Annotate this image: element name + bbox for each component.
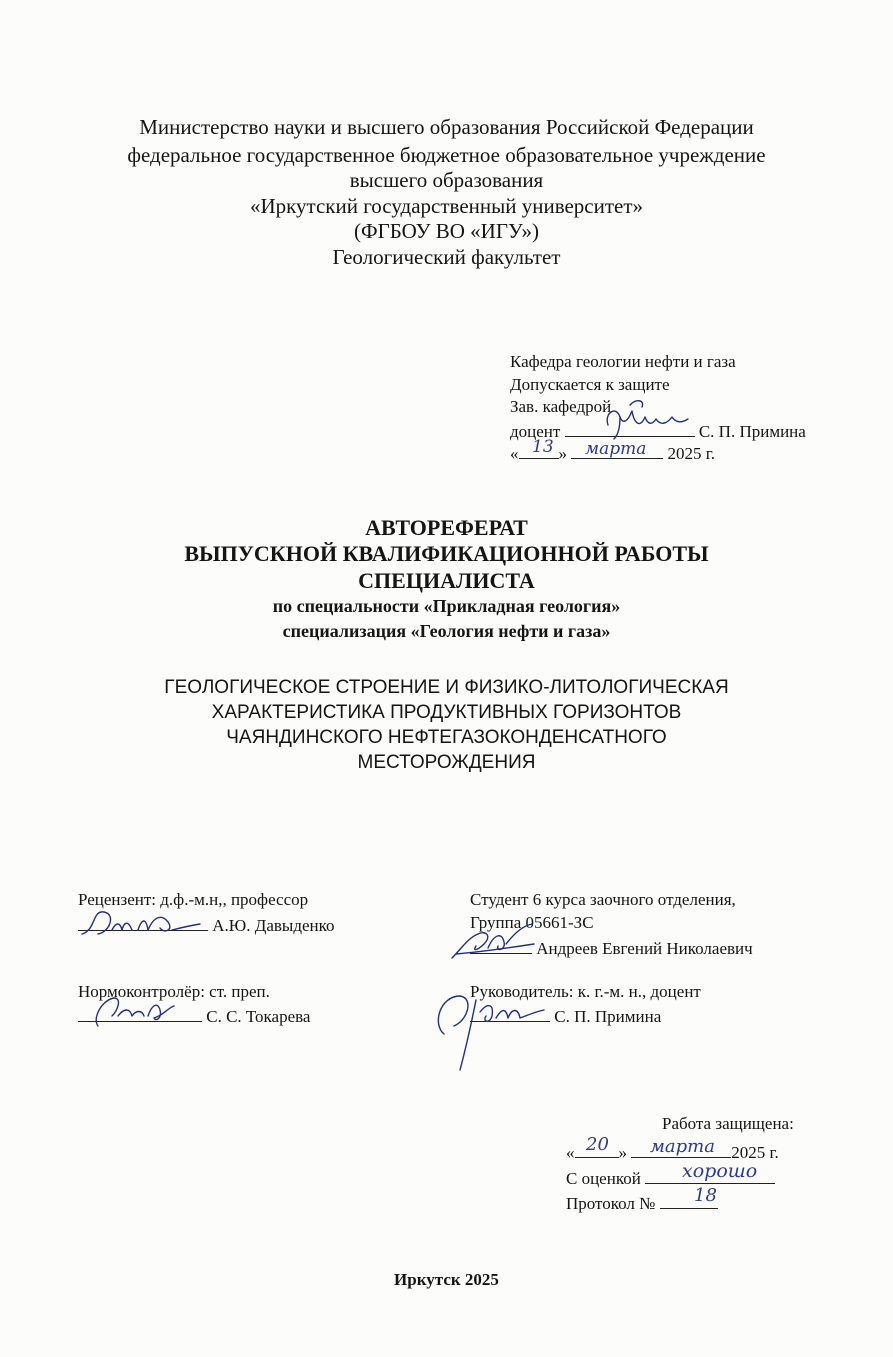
ministry-line: Министерство науки и высшего образования Российской Федерации <box>139 115 754 139</box>
department-line: Кафедра геологии нефти и газа <box>510 352 736 371</box>
protocol-number-handwritten: 18 <box>694 1185 717 1206</box>
specialization-line: специализация «Геология нефти и газа» <box>282 621 611 641</box>
defense-protected-label: Работа защищена: <box>662 1114 794 1133</box>
student-group: Группа 05661-ЗС <box>470 913 594 932</box>
university-name-line: «Иркутский государственный университет» <box>249 194 644 218</box>
student-signature <box>448 918 538 963</box>
university-abbr-line: (ФГБОУ ВО «ИГУ») <box>353 219 539 243</box>
grade-label: С оценкой <box>566 1169 641 1188</box>
institution-type-line: федеральное государственное бюджетное образовательное учреждение <box>127 143 766 167</box>
normcontrol-signature <box>88 988 188 1033</box>
approval-month-handwritten: марта <box>585 439 647 459</box>
city-year-footer: Иркутск 2025 <box>394 1270 499 1289</box>
topic-line-4: МЕСТОРОЖДЕНИЯ <box>357 752 536 773</box>
supervisor-name: С. П. Примина <box>554 1007 662 1026</box>
head-name: С. П. Примина <box>698 422 806 441</box>
student-name: Андреев Евгений Николаевич <box>536 939 753 958</box>
defense-year: 2025 г. <box>731 1143 779 1162</box>
reviewer-label: Рецензент: д.ф.-м.н,, профессор <box>78 890 309 909</box>
abstract-title: АВТОРЕФЕРАТ <box>365 515 528 540</box>
grade-handwritten: хорошо <box>682 1160 758 1182</box>
defense-month-handwritten: марта <box>650 1136 715 1157</box>
topic-line-1: ГЕОЛОГИЧЕСКОЕ СТРОЕНИЕ И ФИЗИКО-ЛИТОЛОГИЧЕСКАЯ <box>164 677 729 698</box>
reviewer-name: А.Ю. Давыденко <box>212 916 335 935</box>
defense-day-handwritten: 20 <box>586 1134 609 1155</box>
approval-year: 2025 г. <box>667 444 716 463</box>
student-label: Студент 6 курса заочного отделения, <box>470 890 736 909</box>
approval-date-line: « » 2025 г. <box>510 444 716 463</box>
head-signature <box>590 395 700 440</box>
specialty-line: по специальности «Прикладная геология» <box>272 596 621 616</box>
head-position: доцент <box>510 422 561 441</box>
approval-day-handwritten: 13 <box>532 437 554 457</box>
work-type-title: ВЫПУСКНОЙ КВАЛИФИКАЦИОННОЙ РАБОТЫ <box>184 541 709 566</box>
education-level-line: высшего образования <box>349 168 544 192</box>
faculty-line: Геологический факультет <box>332 245 561 269</box>
admitted-line: Допускается к защите <box>510 375 670 394</box>
head-of-department-line: Зав. кафедрой <box>510 397 612 416</box>
specialist-title: СПЕЦИАЛИСТА <box>358 568 535 593</box>
normcontrol-name: С. С. Токарева <box>206 1007 311 1026</box>
supervisor-signature <box>430 990 555 1075</box>
reviewer-signature <box>76 900 206 940</box>
topic-line-2: ХАРАКТЕРИСТИКА ПРОДУКТИВНЫХ ГОРИЗОНТОВ <box>211 702 682 723</box>
supervisor-label: Руководитель: к. г.-м. н., доцент <box>470 982 701 1001</box>
defense-date-line: « » 2025 г. <box>566 1143 779 1162</box>
topic-line-3: ЧАЯНДИНСКОГО НЕФТЕГАЗОКОНДЕНСАТНОГО <box>226 727 667 748</box>
protocol-label: Протокол № <box>566 1194 656 1213</box>
normcontrol-label: Нормоконтролёр: ст. преп. <box>78 982 270 1001</box>
